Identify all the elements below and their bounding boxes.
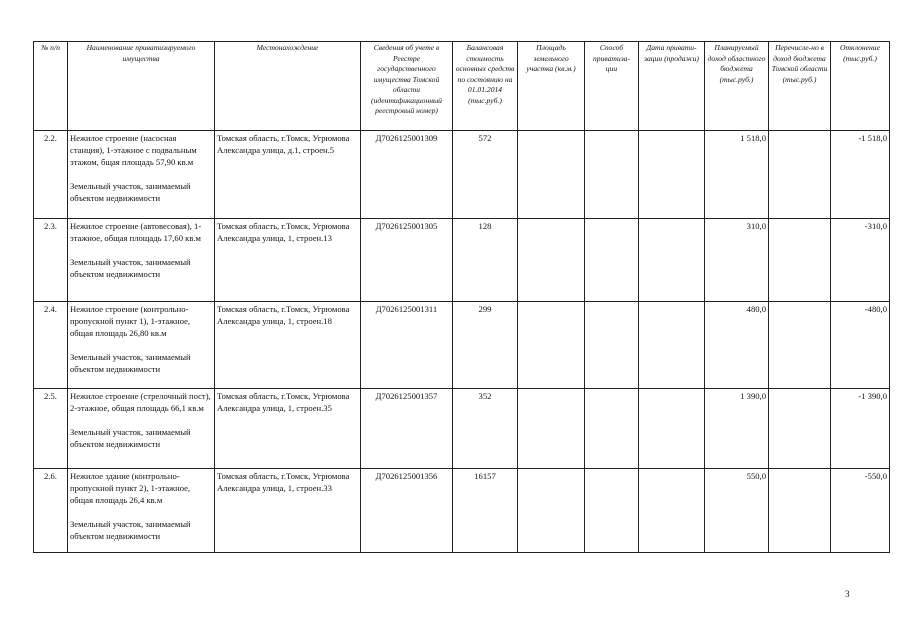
- table-header-row: [34, 42, 890, 131]
- deviation-value: -1 518,0: [831, 131, 890, 219]
- row-num: 2.5.: [34, 389, 68, 469]
- land-area: [518, 302, 585, 389]
- registry-number: Д7026125001356: [361, 469, 453, 553]
- registry-number: Д7026125001311: [361, 302, 453, 389]
- land-plot-note: Земельный участок, занимаемый объектом недвижимости: [70, 257, 191, 279]
- registry-number: Д7026125001305: [361, 219, 453, 302]
- row-num: 2.4.: [34, 302, 68, 389]
- land-area: [518, 219, 585, 302]
- object-name-cell: [68, 219, 215, 302]
- location: Томская область, г.Томск, Угрюмова Александра улица, 1, строен.18: [215, 302, 361, 389]
- planned-income: 480,0: [705, 302, 769, 389]
- table-row: [34, 131, 890, 219]
- land-area: [518, 389, 585, 469]
- privatization-date: [639, 131, 705, 219]
- registry-number: Д7026125001309: [361, 131, 453, 219]
- transferred-income: [769, 469, 831, 553]
- header-name: Наименование приватизируемого имущества: [68, 42, 215, 131]
- location: Томская область, г.Томск, Угрюмова Александра улица, д.1, строен.5: [215, 131, 361, 219]
- deviation-value: -1 390,0: [831, 389, 890, 469]
- header-area: Площадь земельного участка (кв.м.): [518, 42, 585, 131]
- privatization-method: [585, 302, 639, 389]
- row-num: 2.3.: [34, 219, 68, 302]
- table-row: [34, 219, 890, 302]
- deviation-value: -310,0: [831, 219, 890, 302]
- planned-income: 1 518,0: [705, 131, 769, 219]
- header-planned: Планируемый доход областного бюджета (тыс.руб.): [705, 42, 769, 131]
- privatization-method: [585, 131, 639, 219]
- balance-value: 572: [453, 131, 518, 219]
- object-name-cell: [68, 302, 215, 389]
- privatization-date: [639, 389, 705, 469]
- header-registry: Сведения об учете в Реестре государственного имущества Томской области (идентификационный реестровый номер): [361, 42, 453, 131]
- object-name-cell: [68, 469, 215, 553]
- land-plot-note: Земельный участок, занимаемый объектом недвижимости: [70, 181, 191, 203]
- row-num: 2.6.: [34, 469, 68, 553]
- deviation-value: -480,0: [831, 302, 890, 389]
- header-balance: Балансовая стоимость основных средств по состоянию на 01.01.2014 (тыс.руб.): [453, 42, 518, 131]
- privatization-method: [585, 219, 639, 302]
- land-plot-note: Земельный участок, занимаемый объектом недвижимости: [70, 352, 191, 374]
- transferred-income: [769, 219, 831, 302]
- balance-value: 352: [453, 389, 518, 469]
- header-location: Местонахождение: [215, 42, 361, 131]
- header-deviation: Отклонение (тыс.руб.): [831, 42, 890, 131]
- header-date: Дата привати- зации (продажи): [639, 42, 705, 131]
- land-area: [518, 131, 585, 219]
- location: Томская область, г.Томск, Угрюмова Александра улица, 1, строен.33: [215, 469, 361, 553]
- row-num: 2.2.: [34, 131, 68, 219]
- object-name-cell: [68, 389, 215, 469]
- header-num: № п/п: [34, 42, 68, 131]
- object-name: Нежилое строение (контрольно-пропускной пункт 1), 1-этажное, общая площадь 26,80 кв.м: [70, 304, 191, 338]
- privatization-method: [585, 469, 639, 553]
- page-number: 3: [845, 589, 850, 599]
- balance-value: 16157: [453, 469, 518, 553]
- registry-number: Д7026125001357: [361, 389, 453, 469]
- balance-value: 299: [453, 302, 518, 389]
- transferred-income: [769, 131, 831, 219]
- transferred-income: [769, 389, 831, 469]
- transferred-income: [769, 302, 831, 389]
- object-name-cell: [68, 131, 215, 219]
- header-method: Способ приватиза- ции: [585, 42, 639, 131]
- privatization-date: [639, 219, 705, 302]
- table-row: [34, 389, 890, 469]
- table-row: [34, 469, 890, 553]
- location: Томская область, г.Томск, Угрюмова Александра улица, 1, строен.35: [215, 389, 361, 469]
- land-area: [518, 469, 585, 553]
- object-name: Нежилое строение (автовесовая), 1-этажное, общая площадь 17,60 кв.м: [70, 221, 202, 243]
- object-name: Нежилое здание (контрольно-пропускной пункт 2), 1-этажное, общая площадь 26,4 кв.м: [70, 471, 191, 505]
- land-plot-note: Земельный участок, занимаемый объектом недвижимости: [70, 519, 191, 541]
- header-transferred: Перечисле-но в доход бюджета Томской области (тыс.руб.): [769, 42, 831, 131]
- object-name: Нежилое строение (стрелочный пост), 2-этажное, общая площадь 66,1 кв.м: [70, 391, 211, 413]
- deviation-value: -550,0: [831, 469, 890, 553]
- location: Томская область, г.Томск, Угрюмова Александра улица, 1, строен.13: [215, 219, 361, 302]
- planned-income: 550,0: [705, 469, 769, 553]
- table-row: [34, 302, 890, 389]
- planned-income: 1 390,0: [705, 389, 769, 469]
- object-name: Нежилое строение (насосная станция), 1-этажное с подвальным этажом, бщая площадь 57,90 кв.м: [70, 133, 197, 167]
- planned-income: 310,0: [705, 219, 769, 302]
- land-plot-note: Земельный участок, занимаемый объектом недвижимости: [70, 427, 191, 449]
- privatization-method: [585, 389, 639, 469]
- privatization-table: [33, 41, 890, 553]
- privatization-date: [639, 302, 705, 389]
- privatization-date: [639, 469, 705, 553]
- balance-value: 128: [453, 219, 518, 302]
